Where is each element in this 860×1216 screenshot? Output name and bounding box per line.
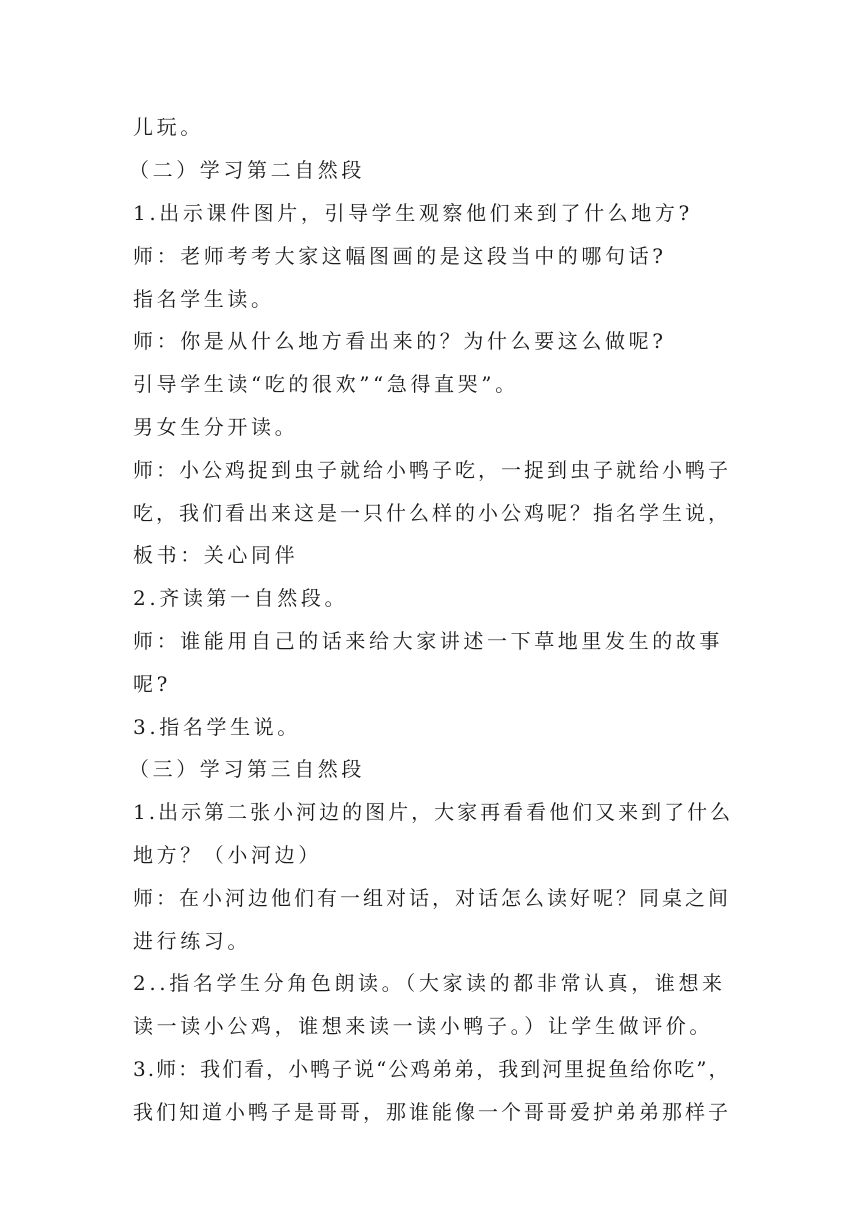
text-line: 师：小公鸡捉到虫子就给小鸭子吃，一捉到虫子就给小鸭子 <box>133 458 731 482</box>
text-line: 进行练习。 <box>133 929 251 953</box>
text-line: 2..指名学生分角色朗读。（大家读的都非常认真，谁想来 <box>133 971 726 995</box>
text-line: 我们知道小鸭子是哥哥，那谁能像一个哥哥爱护弟弟那样子 <box>133 1100 731 1124</box>
text-line: 地方？（小河边） <box>133 843 322 867</box>
text-line: 儿玩。 <box>133 115 204 139</box>
text-line: 呢? <box>133 672 171 696</box>
text-line: 读一读小公鸡，谁想来读一读小鸭子。）让学生做评价。 <box>133 1014 713 1038</box>
text-line: 师：你是从什么地方看出来的？为什么要这么做呢? <box>133 329 667 353</box>
text-line: 指名学生读。 <box>133 287 275 311</box>
text-line: 引导学生读“吃的很欢”“急得直哭”。 <box>133 372 519 396</box>
text-line: 3.指名学生说。 <box>133 715 301 739</box>
text-line: 师：谁能用自己的话来给大家讲述一下草地里发生的故事 <box>133 629 723 653</box>
text-line: 吃，我们看出来这是一只什么样的小公鸡呢？指名学生说， <box>133 501 731 525</box>
section-heading: （三）学习第三自然段 <box>129 757 365 781</box>
text-line: 3.师：我们看，小鸭子说“公鸡弟弟，我到河里捉鱼给你吃”， <box>133 1057 731 1081</box>
text-line: 1.出示第二张小河边的图片，大家再看看他们又来到了什么 <box>133 800 734 824</box>
text-line: 1.出示课件图片，引导学生观察他们来到了什么地方? <box>133 201 693 225</box>
text-line: 师：在小河边他们有一组对话，对话怎么读好呢？同桌之间 <box>133 886 731 910</box>
text-line: 2.齐读第一自然段。 <box>133 586 349 610</box>
text-line: 师：老师考考大家这幅图画的是这段当中的哪句话? <box>133 244 667 268</box>
section-heading: （二）学习第二自然段 <box>129 158 365 182</box>
text-line: 板书：关心同伴 <box>133 543 299 567</box>
text-line: 男女生分开读。 <box>133 415 299 439</box>
